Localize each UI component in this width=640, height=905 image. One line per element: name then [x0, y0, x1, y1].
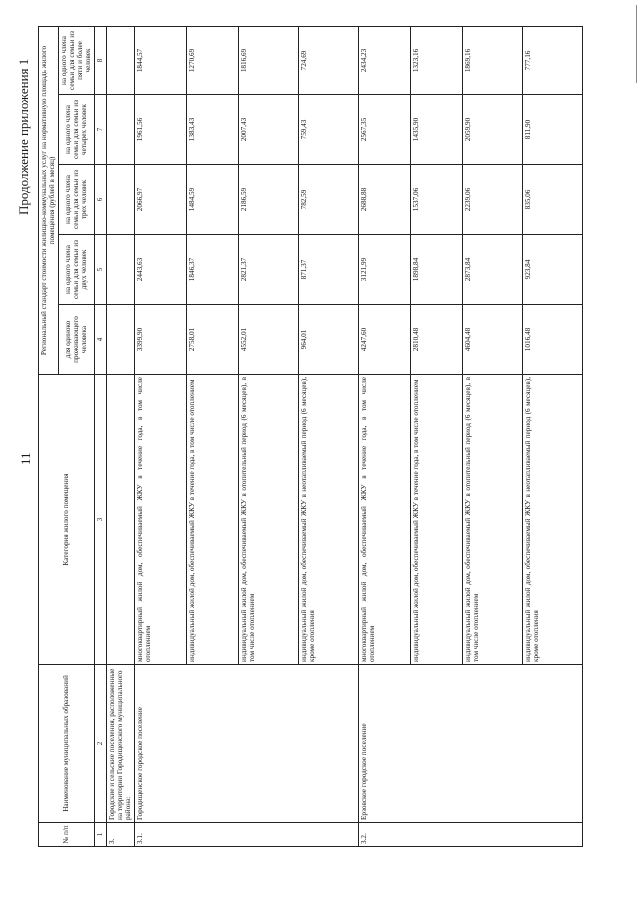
- category-cell: индивидуальный жилой дом, обеспечиваемый ЖКУ в отопительный период (6 месяцев), в том числе отоплением: [462, 375, 522, 665]
- standards-table: [38, 26, 583, 847]
- category-cell: индивидуальный жилой дом, обеспечиваемый ЖКУ в течение года, в том числе отоплением: [186, 375, 238, 665]
- value-cell: 782,59: [298, 165, 358, 235]
- value-cell: 1383,43: [186, 95, 238, 165]
- category-cell: индивидуальный жилой дом, обеспечиваемый ЖКУ в отопительный период (6 месяцев), в том числе отоплением: [238, 375, 298, 665]
- category-cell: многоквартирный жилой дом, обеспечиваемый ЖКУ в течение года, в том числе отоплением: [358, 375, 410, 665]
- value-cell: 835,06: [522, 165, 582, 235]
- value-cell: 3121,99: [358, 235, 410, 305]
- value-cell: 2059,90: [462, 95, 522, 165]
- value-cell: 2810,48: [410, 305, 462, 375]
- value-cell: 1869,16: [462, 26, 522, 94]
- value-cell: 964,01: [298, 305, 358, 375]
- header-standard: Региональный стандарт стоимости жилищно-коммунальных услуг на нормативную площадь жилого помещения (рублей в месяц): [39, 26, 59, 374]
- col-number: 1: [94, 823, 106, 847]
- settlement-name: Ерзовское городское поселение: [358, 665, 582, 823]
- settlement-name: Городищенское городское поселение: [134, 665, 358, 823]
- value-cell: 1898,84: [410, 235, 462, 305]
- col-number: 2: [94, 665, 106, 823]
- value-cell: 2758,01: [186, 305, 238, 375]
- col-number: 4: [94, 305, 106, 375]
- category-cell: индивидуальный жилой дом, обеспечиваемый ЖКУ в течение года, в том числе отоплением: [410, 375, 462, 665]
- value-cell: 1323,16: [410, 26, 462, 94]
- header-category: Категория жилого помещения: [39, 375, 95, 665]
- value-cell: 3399,90: [134, 305, 186, 375]
- value-cell: 4552,01: [238, 305, 298, 375]
- value-cell: 1484,59: [186, 165, 238, 235]
- category-cell: индивидуальный жилой дом, обеспечиваемый ЖКУ в неотапливаемый период (6 месяцев), кроме отопления: [522, 375, 582, 665]
- col-number: 3: [94, 375, 106, 665]
- col-number: 6: [94, 165, 106, 235]
- value-cell: 1435,90: [410, 95, 462, 165]
- value-cell: 1844,57: [134, 26, 186, 94]
- value-cell: 2688,88: [358, 165, 410, 235]
- value-cell: 2821,37: [238, 235, 298, 305]
- value-cell: 1816,69: [238, 26, 298, 94]
- value-cell: 2239,06: [462, 165, 522, 235]
- header-c6: на одного члена семьи для семьи из трех человек: [58, 165, 94, 235]
- header-c4: для одиноко проживающего человека: [58, 305, 94, 375]
- header-num: № п/п: [39, 823, 95, 847]
- table-row: [358, 26, 410, 846]
- value-cell: 2066,97: [134, 165, 186, 235]
- value-cell: 1537,06: [410, 165, 462, 235]
- value-cell: 2007,43: [238, 95, 298, 165]
- category-cell: индивидуальный жилой дом, обеспечиваемый ЖКУ в неотапливаемый период (6 месяцев), кроме отопления: [298, 375, 358, 665]
- category-cell: многоквартирный жилой дом, обеспечиваемый ЖКУ в течение года, в том числе отоплением: [134, 375, 186, 665]
- header-c8: на одного члена семьи для семьи из пяти и более человек: [58, 26, 94, 94]
- value-cell: 2443,63: [134, 235, 186, 305]
- section-row: [106, 26, 134, 846]
- settlement-num: 3.2.: [358, 823, 582, 847]
- header-name: Наименование муниципальных образований: [39, 665, 95, 823]
- page-number: 11: [18, 452, 33, 465]
- value-cell: 1016,48: [522, 305, 582, 375]
- value-cell: 1270,69: [186, 26, 238, 94]
- header-c7: на одного члена семьи для семьи из четырех человек: [58, 95, 94, 165]
- header-c5: на одного члена семьи для семьи из двух человек: [58, 235, 94, 305]
- table-row: [134, 26, 186, 846]
- value-cell: 724,69: [298, 26, 358, 94]
- appendix-title: Продолжение приложения 1: [16, 58, 31, 215]
- value-cell: 777,16: [522, 26, 582, 94]
- section-num: 3.: [106, 823, 134, 847]
- value-cell: 1961,56: [134, 95, 186, 165]
- value-cell: 1846,37: [186, 235, 238, 305]
- value-cell: 4604,48: [462, 305, 522, 375]
- value-cell: 759,43: [298, 95, 358, 165]
- value-cell: 811,90: [522, 95, 582, 165]
- value-cell: 871,37: [298, 235, 358, 305]
- value-cell: 4247,60: [358, 305, 410, 375]
- col-number: 8: [94, 26, 106, 94]
- value-cell: 2186,59: [238, 165, 298, 235]
- col-number: 5: [94, 235, 106, 305]
- section-name: Городские и сельские поселения, расположенные на территории Городищенского муниципального района:: [106, 665, 134, 823]
- divider: [636, 5, 637, 83]
- value-cell: 2434,23: [358, 26, 410, 94]
- col-number: 7: [94, 95, 106, 165]
- settlement-num: 3.1.: [134, 823, 358, 847]
- value-cell: 923,84: [522, 235, 582, 305]
- value-cell: 2873,84: [462, 235, 522, 305]
- value-cell: 2567,35: [358, 95, 410, 165]
